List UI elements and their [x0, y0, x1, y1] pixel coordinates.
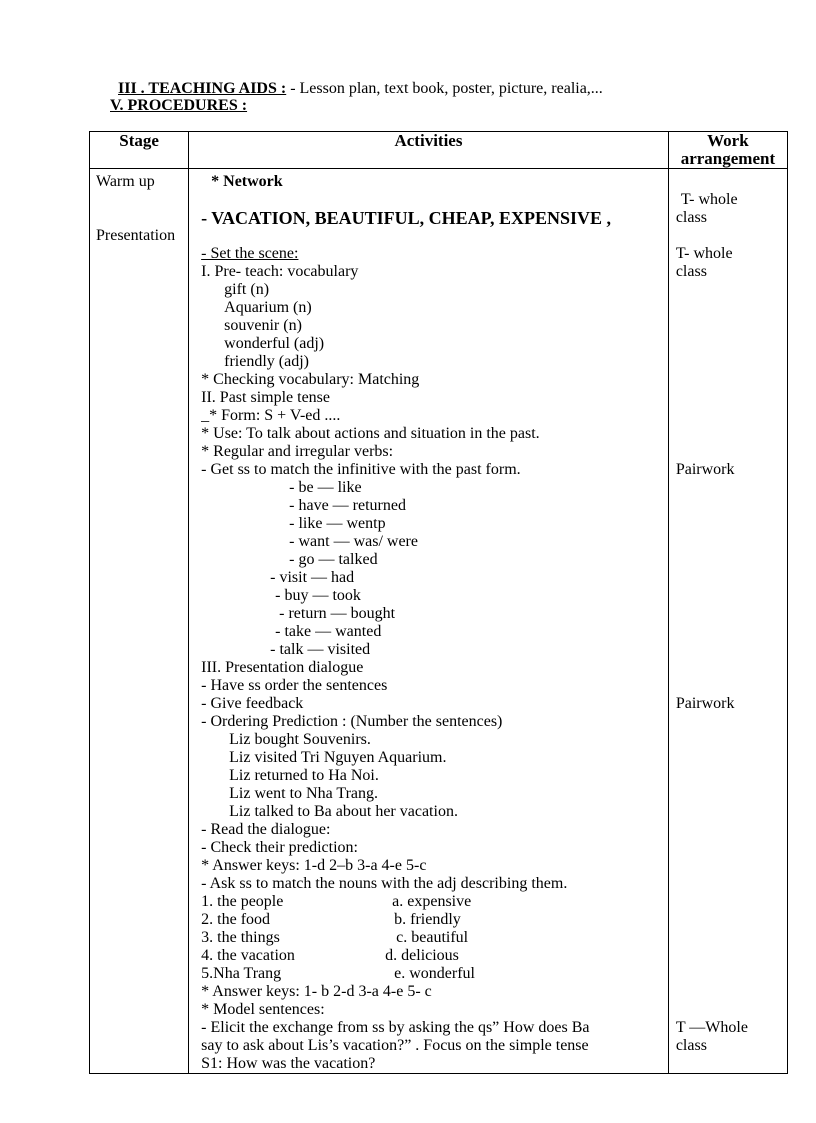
- activity-line: - Ask ss to match the nouns with the adj describing them.: [201, 875, 568, 892]
- activity-line: - want — was/ were: [289, 533, 418, 550]
- work-line: class: [675, 1037, 707, 1054]
- activity-line: - take — wanted: [275, 623, 382, 640]
- activity-line: - Set the scene:: [201, 245, 299, 262]
- activity-line: - Give feedback: [201, 695, 304, 712]
- activity-line: I. Pre- teach: vocabulary: [201, 263, 359, 280]
- activity-line: Liz returned to Ha Noi.: [229, 767, 379, 784]
- table-header-row: [90, 132, 788, 169]
- stage-warm-up: Warm up: [96, 173, 155, 190]
- activity-line: souvenir (n): [224, 317, 302, 334]
- activity-line: Liz talked to Ba about her vacation.: [229, 803, 458, 820]
- work-line: T- whole: [680, 191, 738, 208]
- activity-line: wonderful (adj): [224, 335, 325, 352]
- activity-line: - talk — visited: [270, 641, 371, 658]
- activity-line: * Checking vocabulary: Matching: [201, 371, 420, 388]
- activity-line: - Check their prediction:: [201, 839, 358, 856]
- activity-line: _* Form: S + V-ed ....: [201, 407, 341, 424]
- activity-line: 5.Nha Trang: [201, 965, 282, 982]
- header-work: Work arrangement: [668, 132, 787, 169]
- teaching-aids-label: III . TEACHING AIDS :: [118, 80, 287, 97]
- work-line: Pairwork: [675, 461, 735, 478]
- activity-line: e. wonderful: [394, 965, 475, 982]
- activity-line: - be — like: [289, 479, 362, 496]
- activity-line: friendly (adj): [224, 353, 309, 370]
- activity-line: - Ordering Prediction : (Number the sentences): [201, 713, 503, 730]
- activity-line: 3. the things: [201, 929, 280, 946]
- work-line: T- whole: [675, 245, 733, 262]
- activity-line: d. delicious: [385, 947, 459, 964]
- work-cell: [668, 169, 787, 1074]
- work-line: class: [675, 263, 707, 280]
- work-line: Pairwork: [675, 695, 735, 712]
- activity-line: - buy — took: [275, 587, 361, 604]
- activity-line: b. friendly: [394, 911, 461, 928]
- activity-line: III. Presentation dialogue: [201, 659, 364, 676]
- activity-line: - Have ss order the sentences: [201, 677, 388, 694]
- stage-presentation: Presentation: [96, 227, 176, 244]
- activities-cell: [189, 169, 669, 1074]
- work-line: T —Whole: [675, 1019, 748, 1036]
- activity-line: - Read the dialogue:: [201, 821, 331, 838]
- activity-line: Aquarium (n): [224, 299, 312, 316]
- activity-line: * Network: [211, 173, 283, 190]
- activity-line: Liz visited Tri Nguyen Aquarium.: [229, 749, 447, 766]
- activity-line: 1. the people: [201, 893, 284, 910]
- activity-line: Liz went to Nha Trang.: [229, 785, 379, 802]
- header-stage: Stage: [90, 132, 189, 169]
- activity-line: S1: How was the vacation?: [201, 1055, 376, 1072]
- activity-line: * Model sentences:: [201, 1001, 325, 1018]
- teaching-aids-line: [118, 80, 603, 98]
- activity-line: say to ask about Lis’s vacation?” . Focus on the simple tense: [201, 1037, 589, 1054]
- work-line: class: [675, 209, 707, 226]
- activity-line: - Get ss to match the infinitive with the past form.: [201, 461, 521, 478]
- activity-line: - visit — had: [270, 569, 355, 586]
- activity-line: c. beautiful: [396, 929, 469, 946]
- teaching-aids-text: - Lesson plan, text book, poster, picture, realia,...: [286, 80, 603, 97]
- activity-line: * Regular and irregular verbs:: [201, 443, 394, 460]
- activity-line: * Answer keys: 1-d 2–b 3-a 4-e 5-c: [201, 857, 427, 874]
- activity-line: - like — wentp: [289, 515, 386, 532]
- procedures-heading: V. PROCEDURES :: [110, 97, 248, 114]
- stage-cell: [90, 169, 189, 1074]
- activity-line: * Answer keys: 1- b 2-d 3-a 4-e 5- c: [201, 983, 432, 1000]
- table-body-row: [90, 169, 788, 1074]
- activity-line: gift (n): [224, 281, 270, 298]
- activity-line: 2. the food: [201, 911, 271, 928]
- activity-line: - have — returned: [289, 497, 406, 514]
- activity-line: a. expensive: [392, 893, 472, 910]
- activity-line: - VACATION, BEAUTIFUL, CHEAP, EXPENSIVE ,: [201, 208, 612, 228]
- lesson-table: [89, 131, 788, 1074]
- activity-line: * Use: To talk about actions and situation in the past.: [201, 425, 540, 442]
- activity-line: - Elicit the exchange from ss by asking the qs” How does Ba: [201, 1019, 590, 1036]
- header-activities: Activities: [189, 132, 669, 169]
- activity-line: 4. the vacation: [201, 947, 295, 964]
- activity-line: Liz bought Souvenirs.: [229, 731, 371, 748]
- activity-line: II. Past simple tense: [201, 389, 331, 406]
- activity-line: - return — bought: [279, 605, 396, 622]
- activity-line: - go — talked: [289, 551, 378, 568]
